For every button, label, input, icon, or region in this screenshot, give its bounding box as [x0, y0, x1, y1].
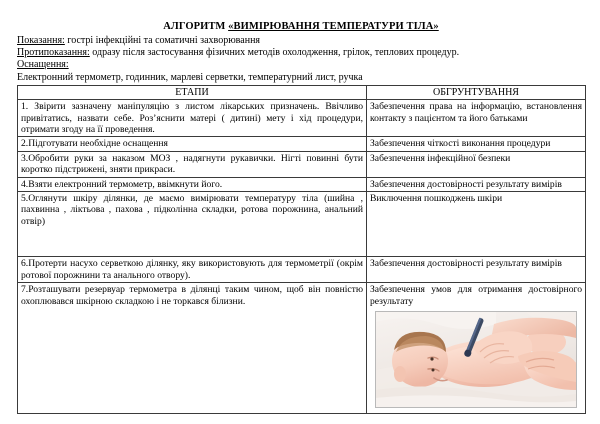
table-row [18, 137, 586, 151]
intro-line-contraindications [17, 47, 585, 59]
table-row [18, 257, 586, 283]
intro-line-equipment-label [17, 59, 585, 71]
intro-line-equipment-list [17, 72, 585, 84]
step-cell-5 [18, 192, 367, 257]
rationale-text-7: Забезпечення умов для отримання достовірного результату [370, 284, 582, 307]
page-title-prefix: АЛГОРИТМ [163, 21, 229, 32]
intro-label-equipment: Оснащення: [17, 59, 69, 71]
intro-label-indications: Показання: [17, 35, 65, 46]
intro-line-indications [17, 35, 585, 47]
baby-thermometer-photo [375, 311, 577, 408]
step-cell-7: 7.Розташувати резервуар термометра в ділянці таким чином, щоб він повністю охоплювався шкірною складкою і не торкався білизни. [18, 283, 367, 414]
algorithm-table [17, 85, 586, 414]
step-cell-3: 3.Обробити руки за наказом МОЗ , надягнути рукавички. Нігті повинні бути коротко підстрижені, зняти прикраси. [18, 151, 367, 177]
table-header-row [18, 85, 586, 99]
step-cell-4: 4.Взяти електронний термометр, ввімкнути його. [18, 177, 367, 191]
column-header-rationale: ОБГРУНТУВАННЯ [367, 85, 586, 99]
page-title-quoted: «ВИМІРЮВАННЯ ТЕМПЕРАТУРИ ТІЛА» [228, 21, 439, 32]
rationale-cell-5: Виключення пошкоджень шкіри [367, 192, 586, 257]
row-spacer [21, 227, 363, 255]
intro-text-indications: гострі інфекційні та соматичні захворювання [64, 35, 261, 46]
rationale-cell-1: Забезпечення права на інформацію, встановлення контакту з пацієнтом та його батьками [367, 100, 586, 137]
page-title [17, 20, 585, 33]
table-row [18, 177, 586, 191]
rationale-cell-3: Забезпечення інфекційної безпеки [367, 151, 586, 177]
table-row [18, 100, 586, 137]
rationale-cell-7 [367, 283, 586, 414]
table-row [18, 192, 586, 257]
baby-thermometer-illustration [376, 312, 576, 407]
step-text-5: 5.Оглянути шкіру ділянки, де маємо вимірювати температуру тіла (шийна , пахвинна , ліктьова , пахова , підколінна складки, ротова порожнина, анальний отвір) [21, 193, 363, 227]
intro-label-contraindications: Протипоказання: [17, 47, 90, 59]
intro-text-equipment-list: Електронний термометр, годинник, марлеві серветки, температурний лист, ручка [17, 71, 363, 83]
rationale-cell-6: Забезпечення достовірності результату вимірів [367, 257, 586, 283]
column-header-steps: ЕТАПИ [18, 85, 367, 99]
rationale-cell-2: Забезпечення чіткості виконання процедури [367, 137, 586, 151]
intro-text-contraindications: одразу після застосування фізичних методів охолодження, грілок, теплових процедур. [89, 47, 460, 59]
step-cell-1: 1. Звірити зазначену маніпуляцію з листом лікарських призначень. Ввічливо привітатись, назвати себе. Роз’яснити матері ( дитині) мету і хід процедури, отримати згоду на її проведення. [18, 100, 367, 137]
table-row [18, 283, 586, 414]
step-cell-6: 6.Протерти насухо серветкою ділянку, яку використовують для термометрії (окрім ротової порожнини та анального отвору). [18, 257, 367, 283]
table-row [18, 151, 586, 177]
step-cell-2: 2.Підготувати необхідне оснащення [18, 137, 367, 151]
rationale-cell-4: Забезпечення достовірності результату вимірів [367, 177, 586, 191]
